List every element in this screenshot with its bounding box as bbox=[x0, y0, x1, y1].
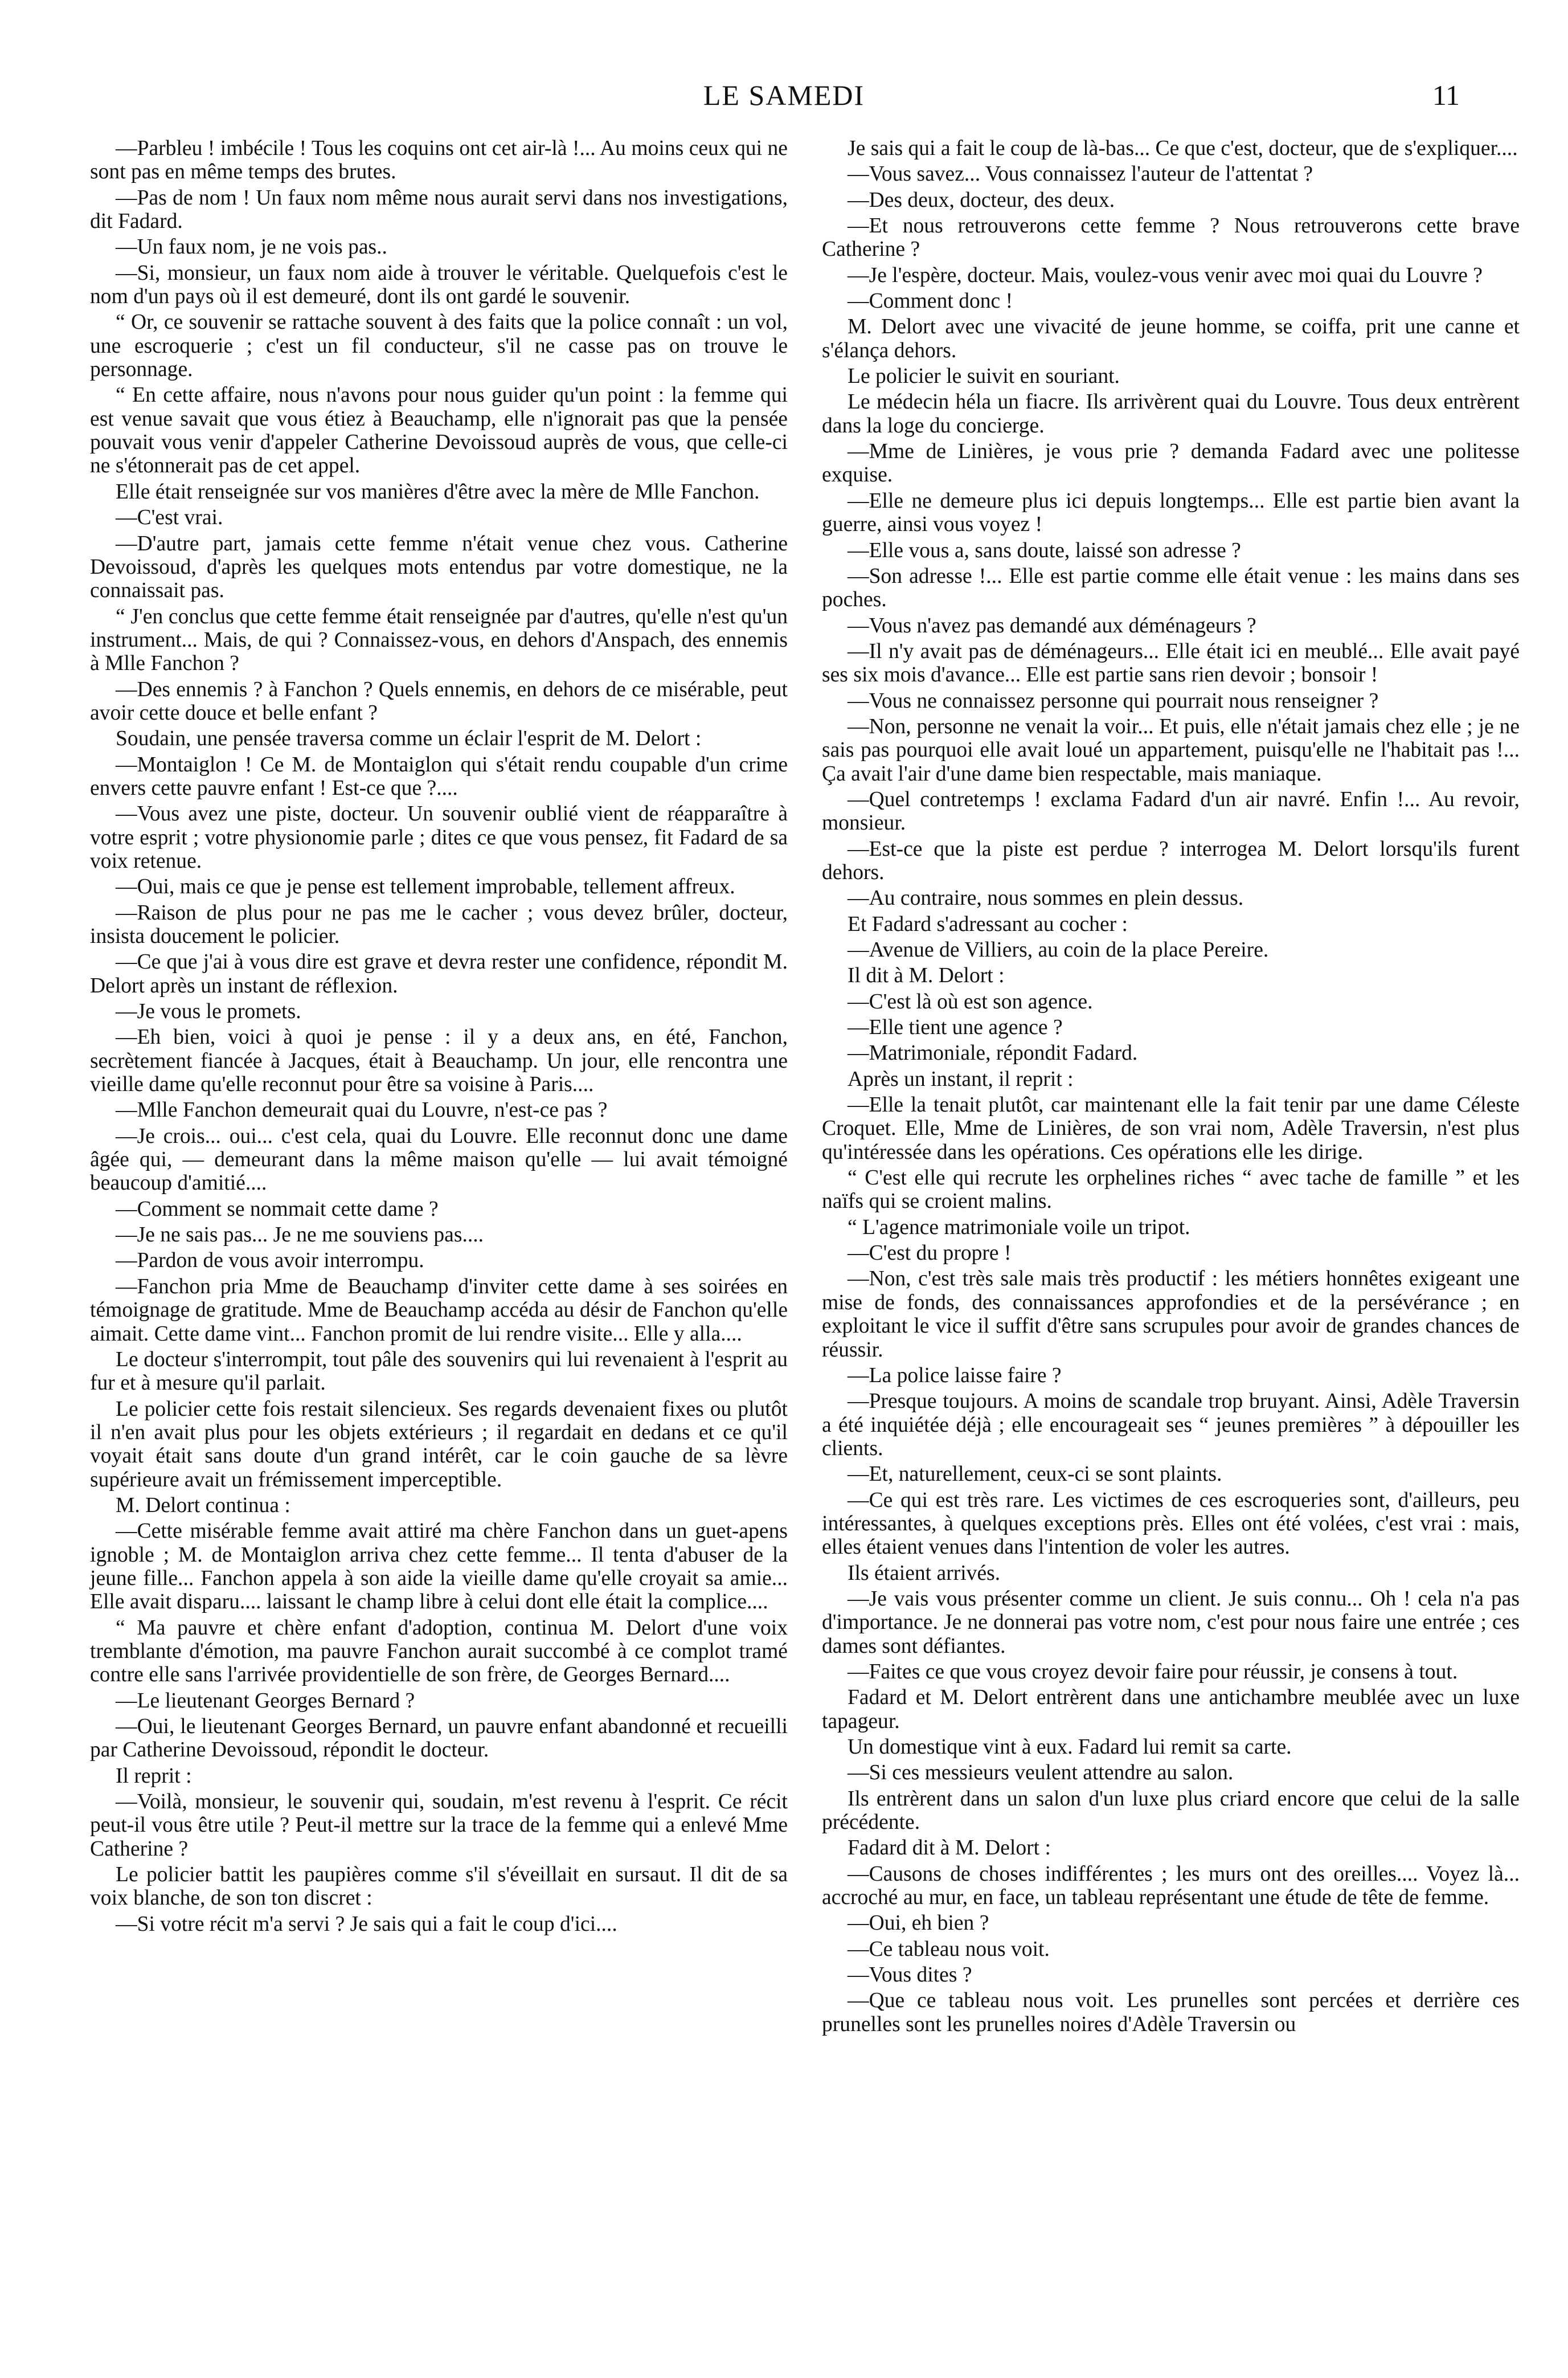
paragraph: —Parbleu ! imbécile ! Tous les coquins ont cet air-là !... Au moins ceux qui ne sont pas en même temps des brutes. bbox=[90, 137, 788, 184]
paragraph: “ C'est elle qui recrute les orphelines riches “ avec tache de famille ” et les naïfs qui se croient malins. bbox=[822, 1166, 1520, 1213]
paragraph: Le docteur s'interrompit, tout pâle des souvenirs qui lui revenaient à l'esprit au fur et à mesure qu'il parlait. bbox=[90, 1347, 788, 1395]
paragraph: —Vous dites ? bbox=[848, 1963, 972, 1987]
paragraph: —Oui, le lieutenant Georges Bernard, un pauvre enfant abandonné et recueilli par Catherine Devoissoud, répondit le docteur. bbox=[90, 1715, 788, 1762]
paragraph: —C'est là où est son agence. bbox=[848, 990, 1093, 1014]
paragraph: —Quel contretemps ! exclama Fadard d'un air navré. Enfin !... Au revoir, monsieur. bbox=[822, 787, 1520, 835]
paragraph: —Des deux, docteur, des deux. bbox=[848, 188, 1115, 212]
paragraph: —Et, naturellement, ceux-ci se sont plaints. bbox=[848, 1462, 1222, 1486]
paragraph: —Elle ne demeure plus ici depuis longtemps... Elle est partie bien avant la guerre, ainsi vous voyez ! bbox=[822, 489, 1520, 537]
publication-title: LE SAMEDI bbox=[703, 79, 865, 111]
paragraph: Un domestique vint à eux. Fadard lui remit sa carte. bbox=[848, 1735, 1292, 1759]
paragraph: —Oui, eh bien ? bbox=[848, 1911, 989, 1935]
paragraph: “ En cette affaire, nous n'avons pour nous guider qu'un point : la femme qui est venue savait que vous étiez à Beauchamp, elle n'ignorait pas que la pensée pouvait vous venir d'appeler Catherine Devoissoud auprès de vous, que celle-ci ne s'étonnerait pas de cet appel. bbox=[90, 383, 788, 478]
paragraph: —Oui, mais ce que je pense est tellement improbable, tellement affreux. bbox=[116, 875, 735, 899]
paragraph: —Le lieutenant Georges Bernard ? bbox=[116, 1689, 415, 1713]
paragraph: —La police laisse faire ? bbox=[848, 1363, 1062, 1387]
paragraph: —Des ennemis ? à Fanchon ? Quels ennemis, en dehors de ce misérable, peut avoir cette douce et belle enfant ? bbox=[90, 677, 788, 725]
paragraph: Et Fadard s'adressant au cocher : bbox=[848, 912, 1128, 936]
paragraph: Soudain, une pensée traversa comme un éclair l'esprit de M. Delort : bbox=[116, 727, 702, 751]
paragraph: —Pas de nom ! Un faux nom même nous aurait servi dans nos investigations, dit Fadard. bbox=[90, 186, 788, 234]
paragraph: Ils entrèrent dans un salon d'un luxe plus criard encore que celui de la salle précédente. bbox=[822, 1787, 1520, 1834]
paragraph: —Je ne sais pas... Je ne me souviens pas.... bbox=[116, 1223, 484, 1247]
paragraph: —Est-ce que la piste est perdue ? interrogea M. Delort lorsqu'ils furent dehors. bbox=[822, 837, 1520, 884]
paragraph: —Son adresse !... Elle est partie comme elle était venue : les mains dans ses poches. bbox=[822, 564, 1520, 612]
paragraph: —Ce qui est très rare. Les victimes de ces escroqueries sont, d'ailleurs, peu intéressantes, à quelques exceptions près. Elles ont été volées, c'est vrai : mais, elles étaient venues dans l'intention de voler les autres. bbox=[822, 1488, 1520, 1559]
paragraph: M. Delort continua : bbox=[116, 1493, 290, 1517]
paragraph: —Faites ce que vous croyez devoir faire pour réussir, je consens à tout. bbox=[848, 1660, 1458, 1684]
paragraph: Ils étaient arrivés. bbox=[848, 1561, 1001, 1585]
paragraph: —Et nous retrouverons cette femme ? Nous retrouverons cette brave Catherine ? bbox=[822, 214, 1520, 262]
paragraph: —Vous n'avez pas demandé aux déménageurs ? bbox=[848, 614, 1256, 638]
paragraph: —Si ces messieurs veulent attendre au salon. bbox=[848, 1761, 1234, 1785]
paragraph: Le policier cette fois restait silencieux. Ses regards devenaient fixes ou plutôt il n'en avait plus pour les objets extérieurs ; il regardait en dedans et ce qu'il voyait était sans doute d'un grand intérêt, car le coin gauche de sa lèvre supérieure avait un frémissement imperceptible. bbox=[90, 1397, 788, 1492]
paragraph: “ J'en conclus que cette femme était renseignée par d'autres, qu'elle n'est qu'un instrument... Mais, de qui ? Connaissez-vous, en dehors d'Anspach, des ennemis à Mlle Fanchon ? bbox=[90, 604, 788, 676]
paragraph: Il dit à M. Delort : bbox=[848, 964, 1005, 988]
paragraph: —C'est vrai. bbox=[116, 506, 223, 530]
paragraph: —Comment donc ! bbox=[848, 289, 1013, 313]
paragraph: —Cette misérable femme avait attiré ma chère Fanchon dans un guet-apens ignoble ; M. de Montaiglon arriva chez cette femme... Il tenta d'abuser de la jeune fille... Fanchon appela à son aide la vieille dame qu'elle croyait sa amie... Elle avait disparu.... laissant le champ libre à celui dont elle était la complice.... bbox=[90, 1519, 788, 1614]
paragraph: —Comment se nommait cette dame ? bbox=[116, 1197, 439, 1221]
paragraph: —Presque toujours. A moins de scandale trop bruyant. Ainsi, Adèle Traversin a été inquiétée déjà ; elle encourageait ses “ jeunes premières ” à dépouiller les clients. bbox=[822, 1390, 1520, 1460]
paragraph: —Il n'y avait pas de déménageurs... Elle était ici en meublé... Elle avait payé ses six mois d'avance... Elle est partie sans rien devoir ; bonsoir ! bbox=[822, 639, 1520, 687]
paragraph: M. Delort avec une vivacité de jeune homme, se coiffa, prit une canne et s'élança dehors. bbox=[822, 315, 1520, 362]
paragraph: Fadard et M. Delort entrèrent dans une antichambre meublée avec un luxe tapageur. bbox=[822, 1686, 1520, 1733]
paragraph: —Montaiglon ! Ce M. de Montaiglon qui s'était rendu coupable d'un crime envers cette pauvre enfant ! Est-ce que ?.... bbox=[90, 753, 788, 800]
paragraph: —Mlle Fanchon demeurait quai du Louvre, n'est-ce pas ? bbox=[116, 1098, 608, 1122]
paragraph: Le policier le suivit en souriant. bbox=[848, 365, 1120, 389]
paragraph: —Vous ne connaissez personne qui pourrait nous renseigner ? bbox=[848, 689, 1379, 713]
paragraph: —Causons de choses indifférentes ; les murs ont des oreilles.... Voyez là... accroché au mur, en face, un tableau représentant une étude de tête de femme. bbox=[822, 1862, 1520, 1910]
paragraph: Elle était renseignée sur vos manières d'être avec la mère de Mlle Fanchon. bbox=[116, 480, 760, 504]
paragraph: “ Or, ce souvenir se rattache souvent à des faits que la police connaît : un vol, une escroquerie ; c'est un fil conducteur, s'il ne casse pas on trouve le personnage. bbox=[90, 310, 788, 382]
paragraph: Après un instant, il reprit : bbox=[848, 1067, 1074, 1091]
paragraph: Il reprit : bbox=[116, 1764, 192, 1788]
left-text-column bbox=[90, 137, 788, 1938]
paragraph: —Mme de Linières, je vous prie ? demanda Fadard avec une politesse exquise. bbox=[822, 440, 1520, 487]
paragraph: —Avenue de Villiers, au coin de la place Pereire. bbox=[848, 938, 1269, 962]
paragraph: Je sais qui a fait le coup de là-bas... Ce que c'est, docteur, que de s'expliquer.... bbox=[848, 137, 1518, 160]
page-header bbox=[85, 79, 1483, 124]
paragraph: “ Ma pauvre et chère enfant d'adoption, continua M. Delort d'une voix tremblante d'émotion, ma pauvre Fanchon aurait succombé à ce complot tramé contre elle sans l'arrivée providentielle de son frère, de Georges Bernard.... bbox=[90, 1616, 788, 1687]
paragraph: —Voilà, monsieur, le souvenir qui, soudain, m'est revenu à l'esprit. Ce récit peut-il vous être utile ? Peut-il mettre sur la trace de la femme qui a enlevé Mme Catherine ? bbox=[90, 1790, 788, 1861]
paragraph: —Ce que j'ai à vous dire est grave et devra rester une confidence, répondit M. Delort après un instant de réflexion. bbox=[90, 950, 788, 998]
paragraph: —Un faux nom, je ne vois pas.. bbox=[116, 235, 387, 259]
paragraph: —Non, c'est très sale mais très productif : les métiers honnêtes exigeant une mise de fonds, des connaissances approfondies et de la persévérance ; en exploitant le vice il suffit d'être sans scrupules pour avoir de grandes chances de réussir. bbox=[822, 1267, 1520, 1362]
paragraph: —Je l'espère, docteur. Mais, voulez-vous venir avec moi quai du Louvre ? bbox=[848, 263, 1483, 287]
paragraph: —Raison de plus pour ne pas me le cacher ; vous devez brûler, docteur, insista doucement le policier. bbox=[90, 901, 788, 948]
paragraph: —Matrimoniale, répondit Fadard. bbox=[848, 1041, 1138, 1065]
paragraph: —Elle vous a, sans doute, laissé son adresse ? bbox=[848, 538, 1241, 562]
paragraph: —Si, monsieur, un faux nom aide à trouver le véritable. Quelquefois c'est le nom d'un pays où il est demeuré, dont ils ont gardé le souvenir. bbox=[90, 261, 788, 309]
paragraph: —Je crois... oui... c'est cela, quai du Louvre. Elle reconnut donc une dame âgée qui, — demeurant dans la même maison qu'elle — lui avait témoigné beaucoup d'amitié.... bbox=[90, 1124, 788, 1195]
paragraph: —Au contraire, nous sommes en plein dessus. bbox=[848, 886, 1244, 910]
paragraph: —Vous avez une piste, docteur. Un souvenir oublié vient de réapparaître à votre esprit ; votre physionomie parle ; dites ce que vous pensez, fit Fadard de sa voix retenue. bbox=[90, 802, 788, 873]
paragraph: —Vous savez... Vous connaissez l'auteur de l'attentat ? bbox=[848, 162, 1313, 186]
paragraph: —Elle la tenait plutôt, car maintenant elle la fait tenir par une dame Céleste Croquet. Elle, Mme de Linières, de son vrai nom, Adèle Traversin, n'est plus qu'intéressée dans les opérations. Ces opérations elle les dirige. bbox=[822, 1093, 1520, 1164]
paragraph: “ L'agence matrimoniale voile un tripot. bbox=[848, 1215, 1190, 1239]
paragraph: —Elle tient une agence ? bbox=[848, 1016, 1063, 1040]
paragraph: Le médecin héla un fiacre. Ils arrivèrent quai du Louvre. Tous deux entrèrent dans la loge du concierge. bbox=[822, 390, 1520, 438]
paragraph: —Eh bien, voici à quoi je pense : il y a deux ans, en été, Fanchon, secrètement fiancée à Jacques, était à Beauchamp. Un jour, elle rencontra une vieille dame qu'elle reconnut pour être sa voisine à Paris.... bbox=[90, 1025, 788, 1097]
paragraph: —C'est du propre ! bbox=[848, 1241, 1012, 1265]
paragraph: Le policier battit les paupières comme s'il s'éveillait en sursaut. Il dit de sa voix blanche, de son ton discret : bbox=[90, 1863, 788, 1910]
paragraph: Fadard dit à M. Delort : bbox=[848, 1836, 1051, 1860]
paragraph: —Je vous le promets. bbox=[116, 1000, 301, 1024]
page-number: 11 bbox=[1432, 79, 1460, 111]
paragraph: —Fanchon pria Mme de Beauchamp d'inviter cette dame à ses soirées en témoignage de gratitude. Mme de Beauchamp accéda au désir de Fanchon qu'elle aimait. Cette dame vint... Fanchon promit de lui rendre visite... Elle y alla.... bbox=[90, 1274, 788, 1346]
paragraph: —Ce tableau nous voit. bbox=[848, 1937, 1050, 1961]
paragraph: —Pardon de vous avoir interrompu. bbox=[116, 1249, 424, 1273]
paragraph: —Non, personne ne venait la voir... Et puis, elle n'était jamais chez elle ; je ne sais pas pourquoi elle avait loué un appartement, puisqu'elle ne l'habitait pas !... Ça avait l'air d'une dame bien respectable, mais maniaque. bbox=[822, 714, 1520, 786]
right-text-column bbox=[822, 137, 1520, 2038]
paragraph: —D'autre part, jamais cette femme n'était venue chez vous. Catherine Devoissoud, d'après les quelques mots entendus par votre domestique, ne la connaissait pas. bbox=[90, 532, 788, 603]
paragraph: —Si votre récit m'a servi ? Je sais qui a fait le coup d'ici.... bbox=[116, 1912, 617, 1936]
paragraph: —Je vais vous présenter comme un client. Je suis connu... Oh ! cela n'a pas d'importance. Je ne donnerai pas votre nom, c'est pour nous faire une entrée ; ces dames sont défiantes. bbox=[822, 1587, 1520, 1658]
paragraph: —Que ce tableau nous voit. Les prunelles sont percées et derrière ces prunelles sont les prunelles noires d'Adèle Traversin ou bbox=[822, 1989, 1520, 2036]
